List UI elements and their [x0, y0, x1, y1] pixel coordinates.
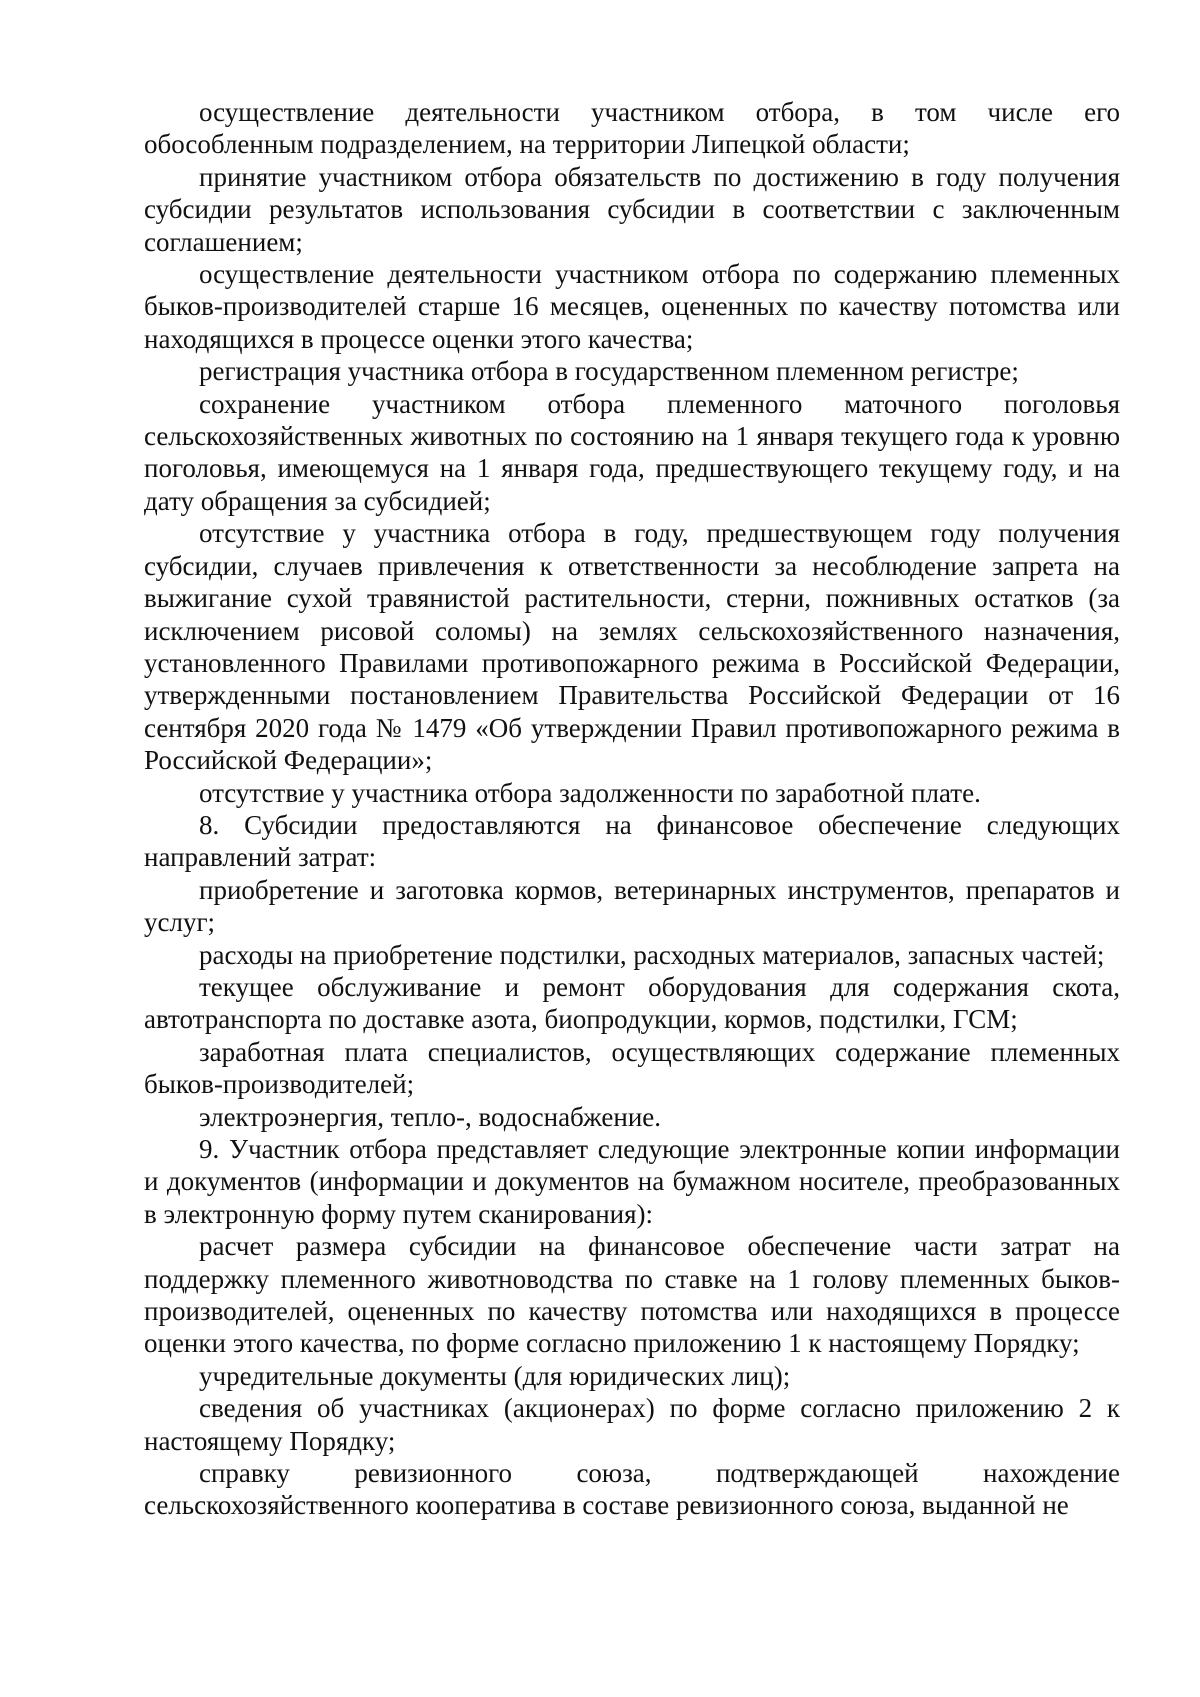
paragraph: справку ревизионного союза, подтверждающей нахождение сельскохозяйственного кооператива в составе ревизионного союза, выданной не: [144, 1458, 1120, 1521]
paragraph: текущее обслуживание и ремонт оборудования для содержания скота, автотранспорта по доставке азота, биопродукции, кормов, подстилки, ГСМ;: [144, 971, 1120, 1035]
paragraph: регистрация участника отбора в государственном племенном регистре;: [199, 356, 1019, 387]
document-page: [144, 96, 1120, 1522]
paragraph: расходы на приобретение подстилки, расходных материалов, запасных частей;: [199, 939, 1105, 970]
paragraph: расчет размера субсидии на финансовое обеспечение части затрат на поддержку племенного животноводства по ставке на 1 голову племенных быков-производителей, оцененных по качеству потомства или находящихся в процессе оценки этого качества, по форме согласно приложению 1 к настоящему Порядку;: [144, 1231, 1120, 1359]
section-paragraph: 8. Субсидии предоставляются на финансовое обеспечение следующих направлений затрат:: [144, 809, 1120, 873]
paragraph: электроэнергия, тепло-, водоснабжение.: [199, 1101, 662, 1132]
paragraph: приобретение и заготовка кормов, ветеринарных инструментов, препаратов и услуг;: [144, 874, 1120, 938]
paragraph: отсутствие у участника отбора в году, предшествующем году получения субсидии, случаев привлечения к ответственности за несоблюдение запрета на выжигание сухой травянистой растительности, стерни, пожнивных остатков (за исключением рисовой соломы) на землях сельскохозяйственного назначения, установленного Правилами противопожарного режима в Российской Федерации, утвержденными постановлением Правительства Российской Федерации от 16 сентября 2020 года № 1479 «Об утверждении Правил противопожарного режима в Российской Федерации»;: [144, 518, 1120, 776]
paragraph: учредительные документы (для юридических лиц);: [199, 1360, 791, 1391]
paragraph: осуществление деятельности участником отбора по содержанию племенных быков-производителей старше 16 месяцев, оцененных по качеству потомства или находящихся в процессе оценки этого качества;: [144, 259, 1120, 354]
paragraph: осуществление деятельности участником отбора, в том числе его обособленным подразделением, на территории Липецкой области;: [144, 97, 1120, 160]
paragraph: заработная плата специалистов, осуществляющих содержание племенных быков-производителей;: [144, 1036, 1120, 1100]
paragraph: отсутствие у участника отбора задолженности по заработной плате.: [199, 777, 981, 808]
section-paragraph: 9. Участник отбора представляет следующие электронные копии информации и документов (информации и документов на бумажном носителе, преобразованных в электронную форму путем сканирования):: [144, 1134, 1120, 1229]
paragraph: сохранение участником отбора племенного маточного поголовья сельскохозяйственных животных по состоянию на 1 января текущего года к уровню поголовья, имеющемуся на 1 января года, предшествующего текущему году, и на дату обращения за субсидией;: [144, 388, 1120, 516]
paragraph: принятие участником отбора обязательств по достижению в году получения субсидии результатов использования субсидии в соответствии с заключенным соглашением;: [144, 161, 1120, 257]
paragraph: сведения об участниках (акционерах) по форме согласно приложению 2 к настоящему Порядку;: [144, 1393, 1120, 1456]
